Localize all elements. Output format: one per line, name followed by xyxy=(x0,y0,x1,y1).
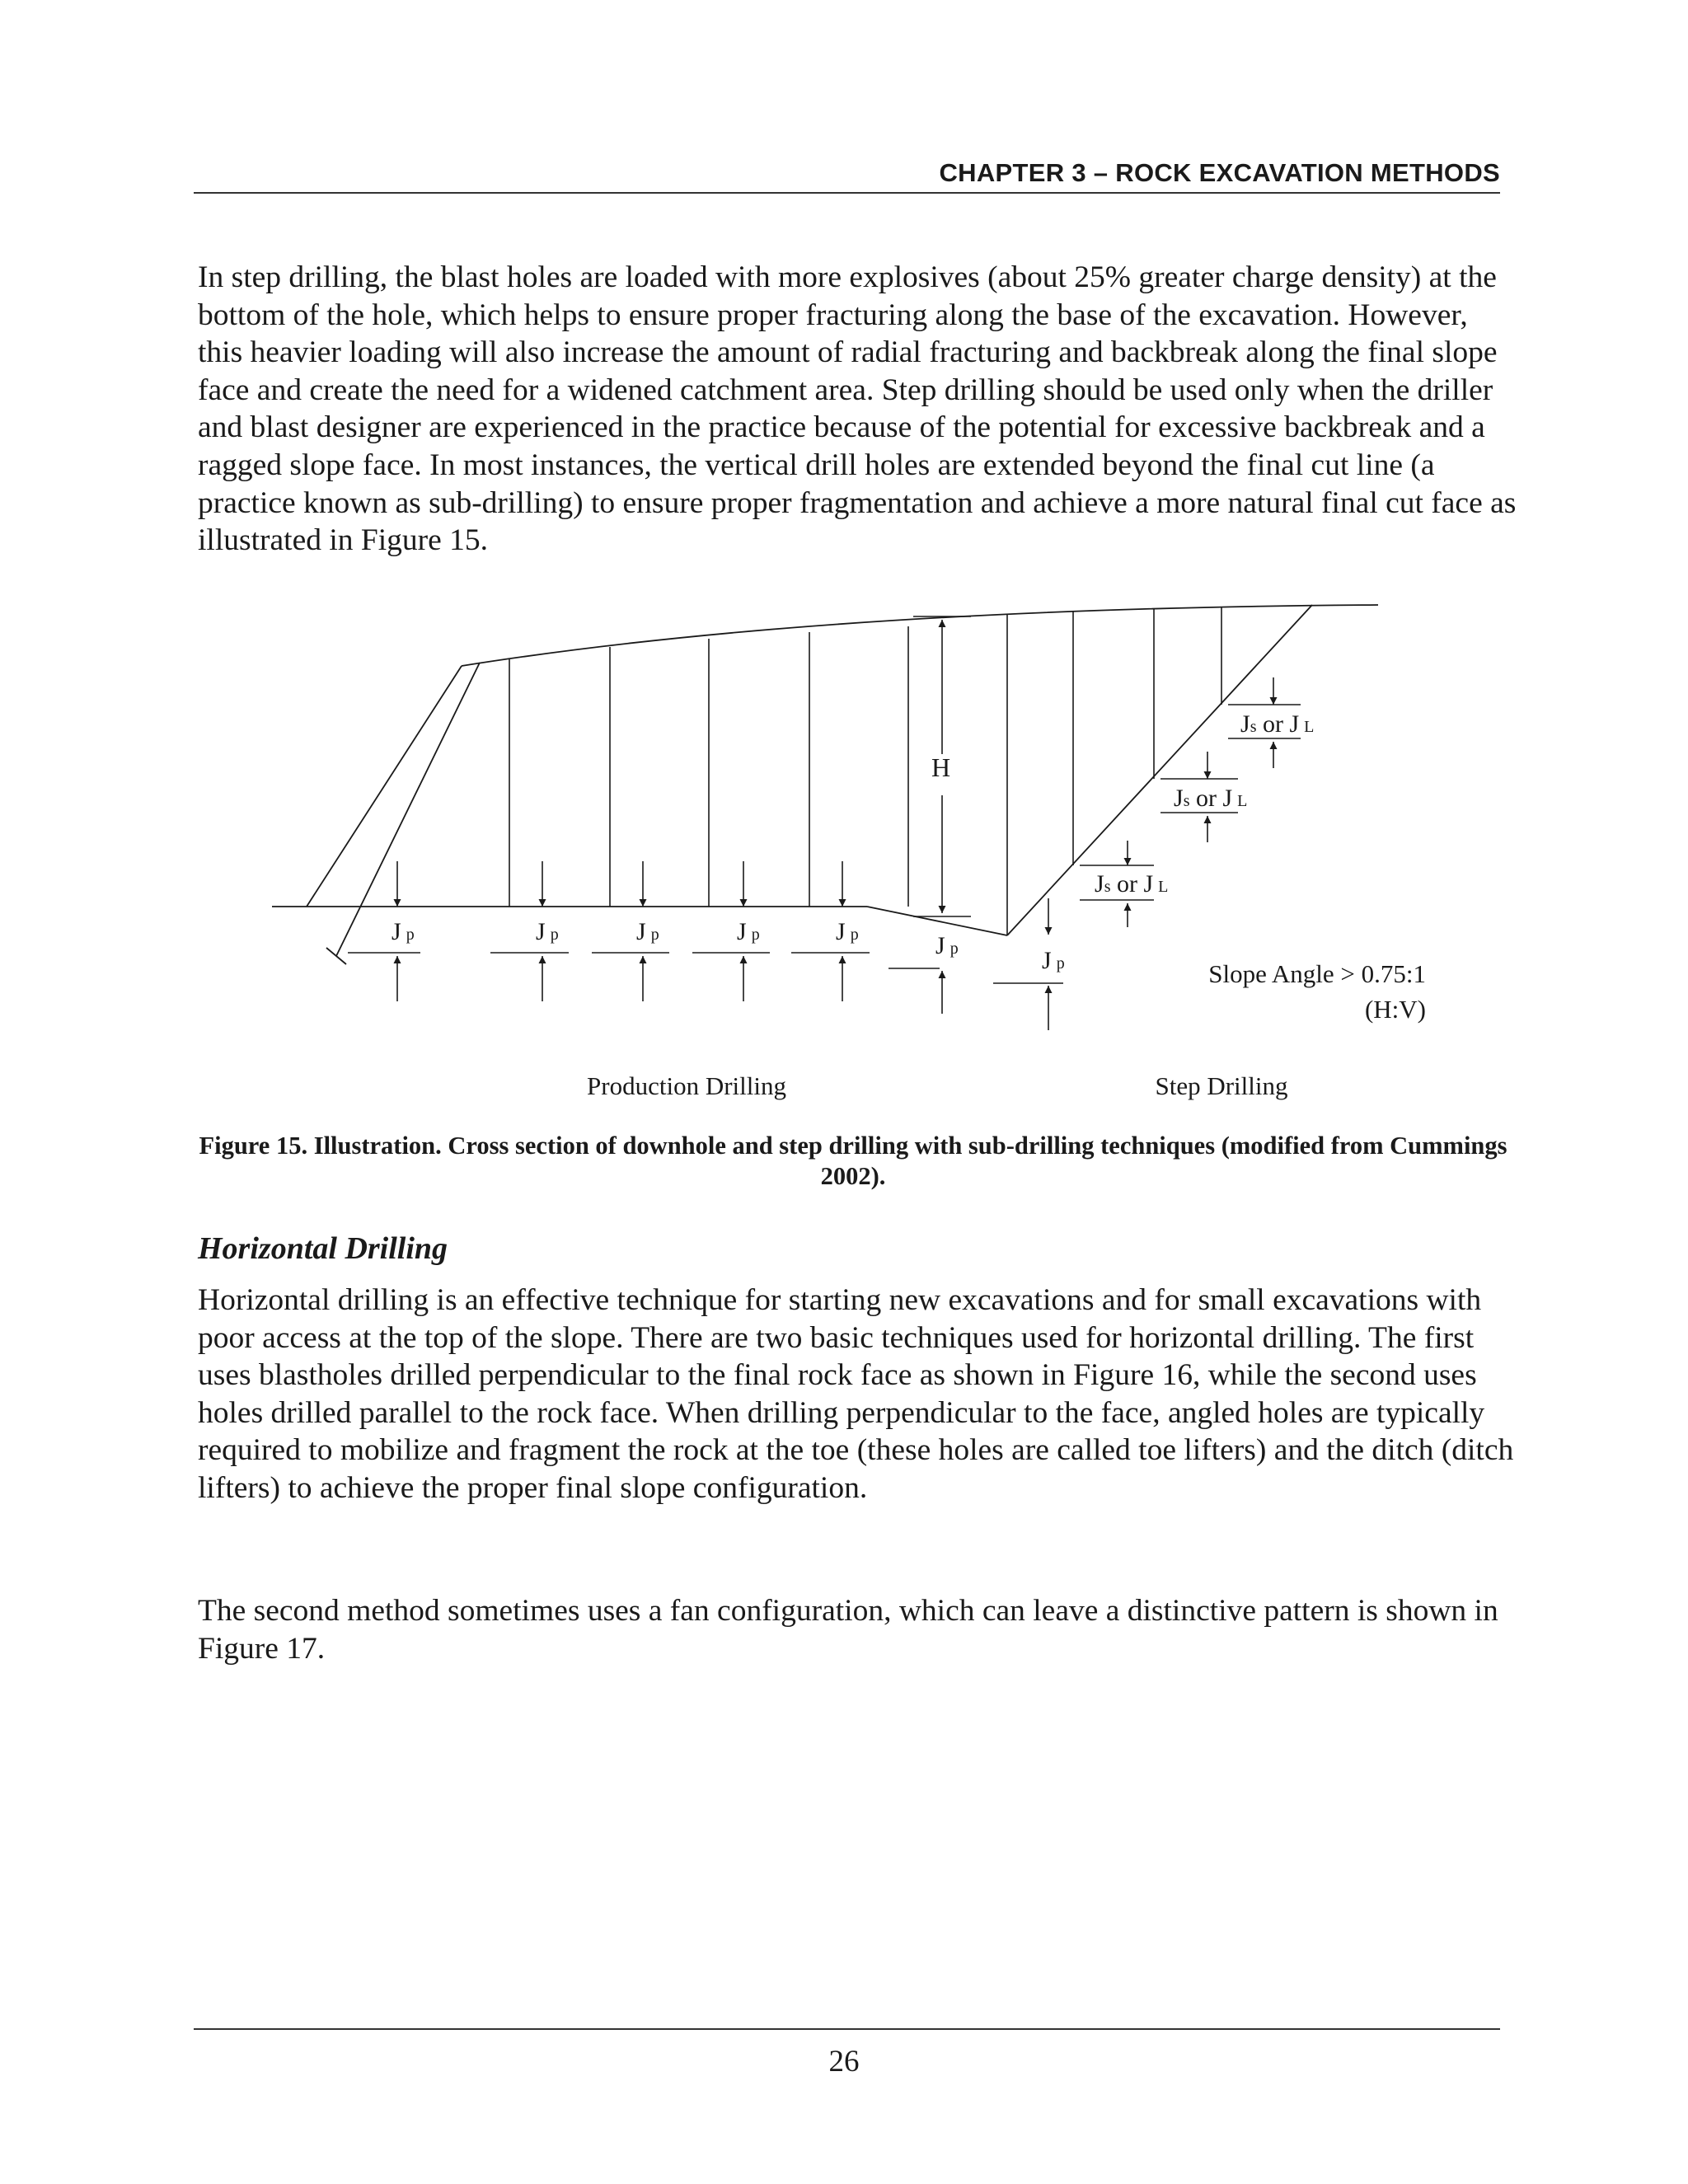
step-drilling-label: Step Drilling xyxy=(1155,1071,1288,1100)
jp-label: Jp xyxy=(392,918,415,945)
jp-label: Jp xyxy=(536,918,559,945)
production-drilling-label: Production Drilling xyxy=(587,1071,786,1100)
paragraph-fan-configuration: The second method sometimes uses a fan configuration, which can leave a distinctive pattern is shown in Figure 17. xyxy=(198,1594,1498,1666)
height-label: H xyxy=(931,752,951,782)
left-face-line-inner xyxy=(336,663,480,956)
left-face-line-outer xyxy=(307,666,462,907)
left-face-tick xyxy=(326,948,346,964)
js-or-jl-label: Js or J L xyxy=(1174,785,1248,812)
slope-angle-ratio-label: (H:V) xyxy=(1364,995,1426,1024)
jp-label: Jp xyxy=(1042,947,1065,974)
sub-drill-dimensions xyxy=(348,677,1301,1030)
footer-rule xyxy=(194,2028,1500,2030)
jp-label: Jp xyxy=(636,918,659,945)
slope-angle-label: Slope Angle > 0.75:1 xyxy=(1208,959,1426,988)
js-or-jl-label: Js or J L xyxy=(1240,710,1315,738)
jp-dimension-7 xyxy=(993,898,1063,1030)
chapter-header: CHAPTER 3 – ROCK EXCAVATION METHODS xyxy=(939,158,1500,187)
base-line-slope xyxy=(867,907,1007,935)
ground-surface-line xyxy=(462,605,1378,666)
jp-label: Jp xyxy=(935,932,959,959)
paragraph-horizontal-drilling: Horizontal drilling is an effective technique for starting new excavations and for small excavations with poor access at the top of the slope. There are two basic techniques used for horizontal drilling. The first uses blastholes drilled perpendicular to the final rock face as shown in Figure 16, while the second uses holes drilled parallel to the rock face. When drilling perpendicular to the face, angled holes are typically required to mobilize and fragment the rock at the toe (these holes are called toe lifters) and the ditch (ditch lifters) to achieve the proper final slope configuration. xyxy=(198,1283,1514,1505)
jp-dimension-6 xyxy=(889,968,942,1014)
page-number: 26 xyxy=(828,2045,860,2079)
section-heading: Horizontal Drilling xyxy=(198,1231,448,1266)
jp-label: Jp xyxy=(836,918,859,945)
figure-caption: Figure 15. Illustration. Cross section of downhole and step drilling with sub-drilling techniques (modified from Cummings 2002). xyxy=(199,1132,1507,1190)
paragraph-step-drilling: In step drilling, the blast holes are loaded with more explosives (about 25% greater charge density) at the bottom of the hole, which helps to ensure proper fracturing along the base of the excavation. However, this heavier loading will also increase the amount of radial fracturing and backbreak along the final slope face and create the need for a widened catchment area. Step drilling should be used only when the driller and blast designer are experienced in the practice because of the potential for excessive backbreak and a ragged slope face. In most instances, the vertical drill holes are extended beyond the final cut line (a practice known as sub-drilling) to ensure proper fragmentation and achieve a more natural final cut face as illustrated in Figure 15. xyxy=(198,260,1517,558)
jp-label: Jp xyxy=(737,918,760,945)
js-or-jl-label: Js or J L xyxy=(1095,870,1169,898)
